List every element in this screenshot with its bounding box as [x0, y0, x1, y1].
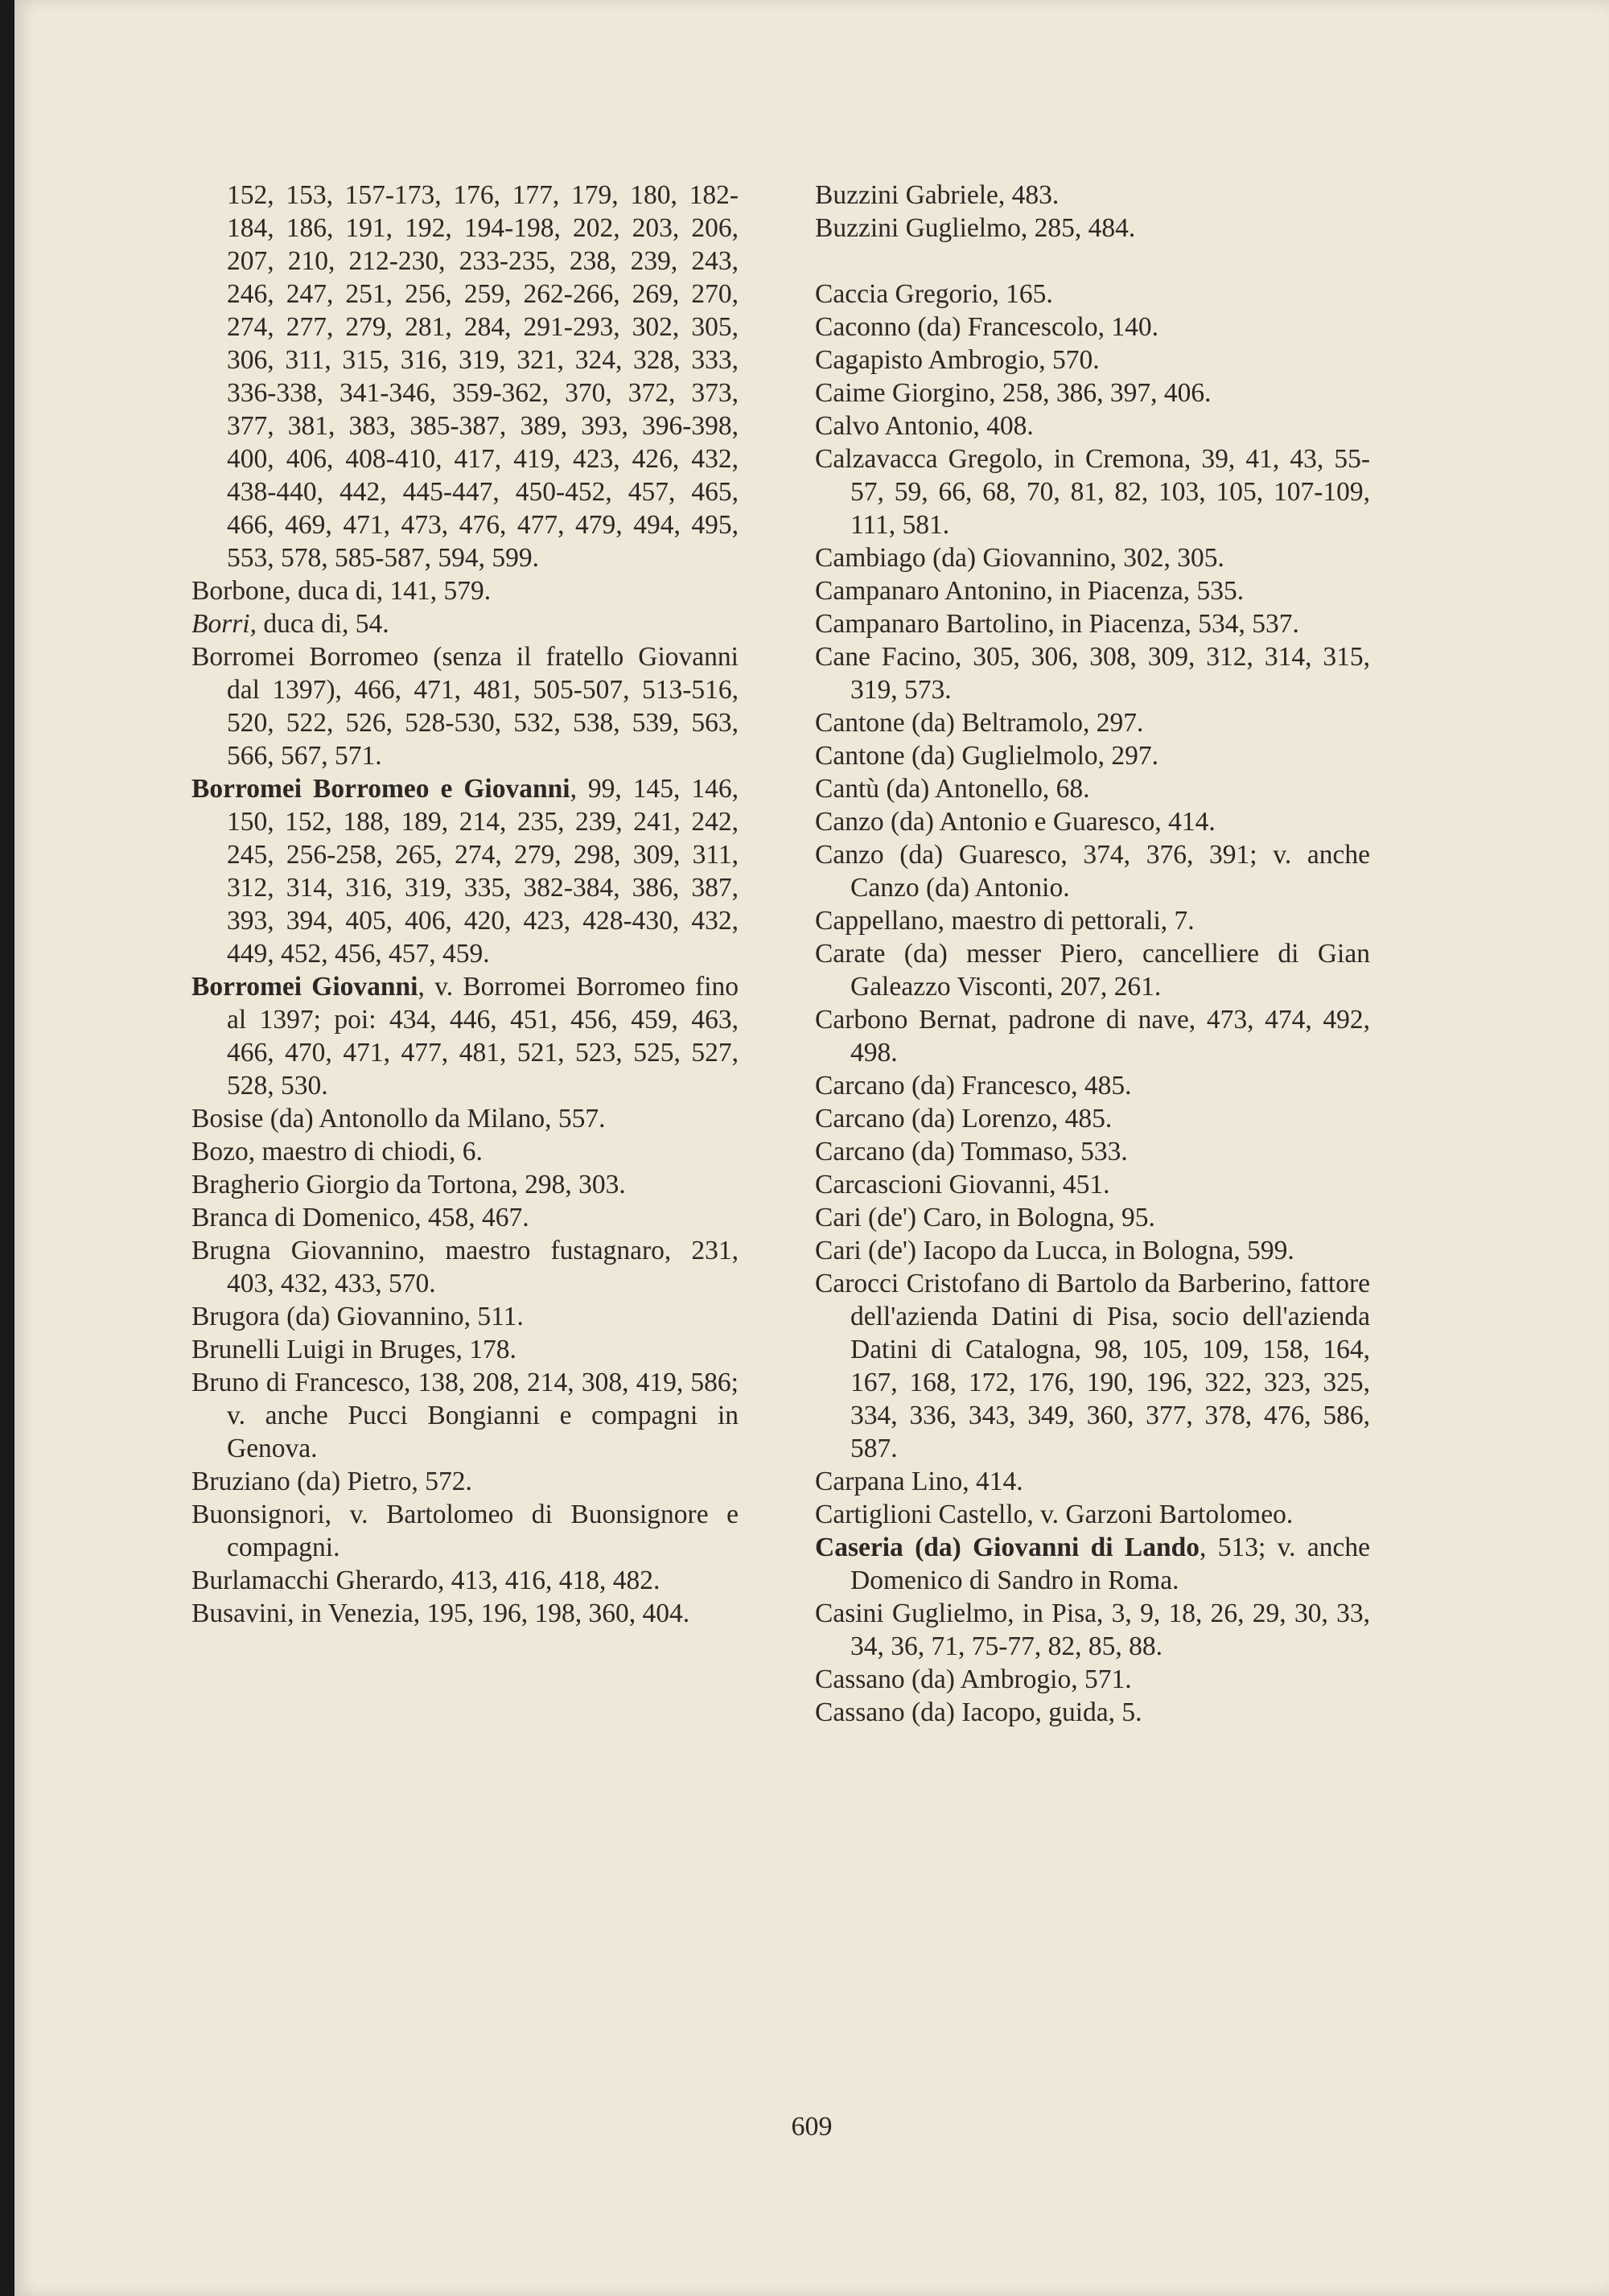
- right-column: [815, 179, 1370, 1729]
- entry-text: , 513; v. anche Domenico di Sandro in Roma.: [850, 1533, 1370, 1595]
- index-entry: Cappellano, maestro di pettorali, 7.: [815, 906, 1195, 936]
- index-entry: Casini Guglielmo, in Pisa, 3, 9, 18, 26, 29, 30, 33, 34, 36, 71, 75-77, 82, 85, 88.: [815, 1599, 1370, 1661]
- index-entry: Busavini, in Venezia, 195, 196, 198, 360, 404.: [191, 1599, 690, 1628]
- index-entry: Campanaro Bartolino, in Piacenza, 534, 537.: [815, 609, 1299, 639]
- index-entry: Bragherio Giorgio da Tortona, 298, 303.: [191, 1170, 626, 1199]
- entry-heading: Borromei Giovanni: [191, 972, 418, 1002]
- index-entry: [815, 1531, 1370, 1597]
- index-entry: Caime Giorgino, 258, 386, 397, 406.: [815, 378, 1212, 408]
- index-entry: Cantone (da) Beltramolo, 297.: [815, 708, 1144, 738]
- index-entry: [191, 772, 739, 970]
- index-entry: Carocci Cristofano di Bartolo da Barberino, fattore dell'azienda Datini di Pisa, socio dell'azienda Datini di Catalogna, 98, 105, 109, 158, 164, 167, 168, 172, 176, 190, 196, 322, 323, 325, 334, 336, 343, 349, 360, 377, 378, 476, 586, 587.: [815, 1269, 1370, 1463]
- entry-heading: Caseria (da) Giovanni di Lando: [815, 1533, 1200, 1562]
- index-entry: Brunelli Luigi in Bruges, 178.: [191, 1335, 516, 1364]
- index-entry: Cantù (da) Antonello, 68.: [815, 774, 1090, 804]
- index-entry: Carcano (da) Lorenzo, 485.: [815, 1104, 1113, 1134]
- index-entry: Caccia Gregorio, 165.: [815, 279, 1053, 309]
- index-entry: Brugora (da) Giovannino, 511.: [191, 1302, 524, 1331]
- index-entry: Cari (de') Iacopo da Lucca, in Bologna, 599.: [815, 1236, 1294, 1265]
- index-entry: Campanaro Antonino, in Piacenza, 535.: [815, 576, 1245, 606]
- index-entry: Cassano (da) Iacopo, guida, 5.: [815, 1697, 1142, 1727]
- index-entry: 152, 153, 157-173, 176, 177, 179, 180, 182-184, 186, 191, 192, 194-198, 202, 203, 206, 207, 210, 212-230, 233-235, 238, 239, 243, 246, 247, 251, 256, 259, 262-266, 269, 270, 274, 277, 279, 281, 284, 291-293, 302, 305, 306, 311, 315, 316, 319, 321, 324, 328, 333, 336-338, 341-346, 359-362, 370, 372, 373, 377, 381, 383, 385-387, 389, 393, 396-398, 400, 406, 408-410, 417, 419, 423, 426, 432, 438-440, 442, 445-447, 450-452, 457, 465, 466, 469, 471, 473, 476, 477, 479, 494, 495, 553, 578, 585-587, 594, 599.: [227, 180, 739, 573]
- index-entry: Buzzini Gabriele, 483.: [815, 180, 1060, 210]
- index-entry: Carcano (da) Francesco, 485.: [815, 1071, 1132, 1101]
- index-entry: Canzo (da) Antonio e Guaresco, 414.: [815, 807, 1216, 837]
- index-entry: Bosise (da) Antonollo da Milano, 557.: [191, 1104, 606, 1134]
- entry-heading: Borri,: [191, 609, 257, 639]
- entry-text: duca di, 54.: [256, 609, 389, 639]
- left-column: [191, 179, 739, 1630]
- index-entry: Cambiago (da) Giovannino, 302, 305.: [815, 543, 1224, 573]
- index-entry: Branca di Domenico, 458, 467.: [191, 1203, 529, 1232]
- index-entry: Calzavacca Gregolo, in Cremona, 39, 41, 43, 55-57, 59, 66, 68, 70, 81, 82, 103, 105, 107-109, 111, 581.: [815, 444, 1370, 540]
- index-entry: Cari (de') Caro, in Bologna, 95.: [815, 1203, 1155, 1232]
- index-page: [14, 0, 1609, 2296]
- index-entry: Cassano (da) Ambrogio, 571.: [815, 1664, 1132, 1694]
- index-entry: Buonsignori, v. Bartolomeo di Buonsignore e compagni.: [191, 1500, 739, 1562]
- index-entry: Borbone, duca di, 141, 579.: [191, 576, 492, 606]
- index-entry: Carcascioni Giovanni, 451.: [815, 1170, 1110, 1199]
- entry-heading: Borromei Borromeo e Giovanni: [191, 774, 570, 804]
- entry-text: , v. Borromei Borromeo fino al 1397; poi: 434, 446, 451, 456, 459, 463, 466, 470, 471, 477, 481, 521, 523, 525, 527, 528, 530.: [227, 972, 739, 1101]
- index-entry: Cagapisto Ambrogio, 570.: [815, 345, 1100, 375]
- index-entry: Cartiglioni Castello, v. Garzoni Bartolomeo.: [815, 1500, 1294, 1529]
- index-entry: Cane Facino, 305, 306, 308, 309, 312, 314, 315, 319, 573.: [815, 642, 1370, 705]
- index-entry: Calvo Antonio, 408.: [815, 411, 1034, 441]
- index-entry: Bruziano (da) Pietro, 572.: [191, 1467, 472, 1496]
- index-entry: Carcano (da) Tommaso, 533.: [815, 1137, 1128, 1167]
- index-entry: Canzo (da) Guaresco, 374, 376, 391; v. anche Canzo (da) Antonio.: [815, 840, 1370, 903]
- index-entry: Borromei Borromeo (senza il fratello Giovanni dal 1397), 466, 471, 481, 505-507, 513-516, 520, 522, 526, 528-530, 532, 538, 539, 563, 566, 567, 571.: [191, 642, 739, 771]
- index-entry: Buzzini Guglielmo, 285, 484.: [815, 213, 1136, 243]
- index-entry: Cantone (da) Guglielmolo, 297.: [815, 741, 1159, 771]
- index-entry: Carbono Bernat, padrone di nave, 473, 474, 492, 498.: [815, 1005, 1370, 1068]
- entry-text: , 99, 145, 146, 150, 152, 188, 189, 214, 235, 239, 241, 242, 245, 256-258, 265, 274, 279, 298, 309, 311, 312, 314, 316, 319, 335, 382-384, 386, 387, 393, 394, 405, 406, 420, 423, 428-430, 432, 449, 452, 456, 457, 459.: [227, 774, 739, 969]
- index-entry: [191, 607, 739, 640]
- index-entry: Brugna Giovannino, maestro fustagnaro, 231, 403, 432, 433, 570.: [191, 1236, 739, 1298]
- page-number: 609: [791, 2112, 833, 2142]
- index-entry: Burlamacchi Gherardo, 413, 416, 418, 482.: [191, 1566, 660, 1595]
- index-entry: Caconno (da) Francescolo, 140.: [815, 312, 1158, 342]
- index-entry: [191, 970, 739, 1102]
- index-entry: Bozo, maestro di chiodi, 6.: [191, 1137, 483, 1167]
- index-entry: Bruno di Francesco, 138, 208, 214, 308, 419, 586; v. anche Pucci Bongianni e compagni in Genova.: [191, 1368, 739, 1463]
- index-entry: Carate (da) messer Piero, cancelliere di Gian Galeazzo Visconti, 207, 261.: [815, 939, 1370, 1002]
- index-entry: Carpana Lino, 414.: [815, 1467, 1023, 1496]
